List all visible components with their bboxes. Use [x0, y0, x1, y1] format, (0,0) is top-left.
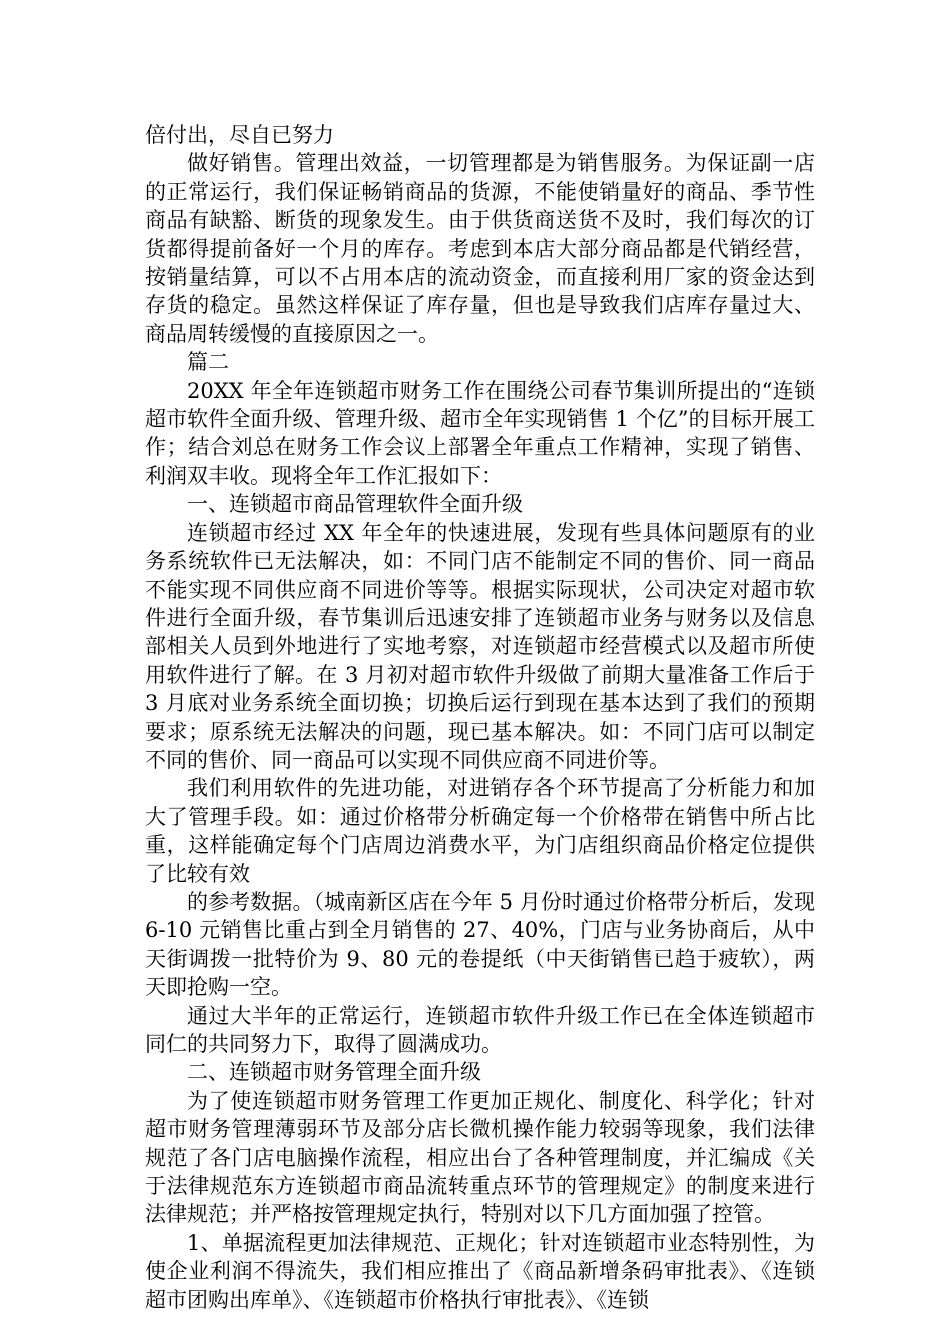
paragraph-7: 的参考数据。（城南新区店在今年 5 月份时通过价格带分析后，发现 6-10 元销售比重占到全月销售的 27、40%，门店与业务协商后，从中天街调拨一批特价为 9、80 元的卷提纸（中天街销售已趋于疲软），两天即抢购一空。: [145, 889, 815, 1000]
paragraph-6: 我们利用软件的先进功能，对进销存各个环节提高了分析能力和加大了管理手段。如：通过价格带分析确定每一个价格带在销售中所占比重，这样能确定每个门店周边消费水平，为门店组织商品价格定位提供了比较有效: [145, 776, 815, 886]
paragraph-intro: 20XX 年全年连锁超市财务工作在围绕公司春节集训所提出的“连锁超市软件全面升级、管理升级、超市全年实现销售 1 个亿”的目标开展工作；结合刘总在财务工作会议上部署全年重点工作精神，实现了销售、利润双丰收。现将全年工作汇报如下：: [145, 378, 815, 488]
section-heading-1: 一、连锁超市商品管理软件全面升级: [187, 492, 523, 517]
paragraph-11: 1、单据流程更加法律规范、正规化；针对连锁超市业态特别性，为使企业利润不得流失，我们相应推出了《商品新增条码审批表》、《连锁超市团购出库单》、《连锁超市价格执行审批表》、《连锁: [145, 1230, 815, 1312]
section-heading-2: 二、连锁超市财务管理全面升级: [187, 1060, 481, 1085]
paragraph-10: 为了使连锁超市财务管理工作更加正规化、制度化、科学化；针对超市财务管理薄弱环节及部分店长微机操作能力较弱等现象，我们法律规范了各门店电脑操作流程，相应出台了各种管理制度，并汇编成《关于法律规范东方连锁超市商品流转重点环节的管理规定》的制度来进行法律规范；并严格按管理规定执行，特别对以下几方面加强了控管。: [145, 1088, 815, 1227]
section-heading-part-two: 篇二: [187, 350, 229, 375]
paragraph-1: 倍付出，尽自已努力: [145, 123, 334, 147]
paragraph-2: 做好销售。管理出效益，一切管理都是为销售服务。为保证副一店的正常运行，我们保证畅销商品的货源，不能使销量好的商品、季节性商品有缺豁、断货的现象发生。由于供货商送货不及时，我们每次的订货都得提前备好一个月的库存。考虑到本店大部分商品都是代销经营，按销量结算，可以不占用本店的流动资金，而直接利用厂家的资金达到存货的稳定。虽然这样保证了库存量，但也是导致我们店库存量过大、商品周转缓慢的直接原因之一。: [145, 151, 815, 346]
document-body: [145, 121, 815, 1314]
paragraph-8: 通过大半年的正常运行，连锁超市软件升级工作已在全体连锁超市同仁的共同努力下，取得了圆满成功。: [145, 1003, 815, 1056]
paragraph-5: 连锁超市经过 XX 年全年的快速进展，发现有些具体问题原有的业务系统软件已无法解决，如：不同门店不能制定不同的售价、同一商品不能实现不同供应商不同进价等等。根据实际现状，公司决定对超市软件进行全面升级，春节集训后迅速安排了连锁超市业务与财务以及信息部相关人员到外地进行了实地考察，对连锁超市经营模式以及超市所使用软件进行了解。在 3 月初对超市软件升级做了前期大量准备工作后于 3 月底对业务系统全面切换；切换后运行到现在基本达到了我们的预期要求；原系统无法解决的问题，现已基本解决。如：不同门店可以制定不同的售价、同一商品可以实现不同供应商不同进价等。: [145, 520, 815, 772]
